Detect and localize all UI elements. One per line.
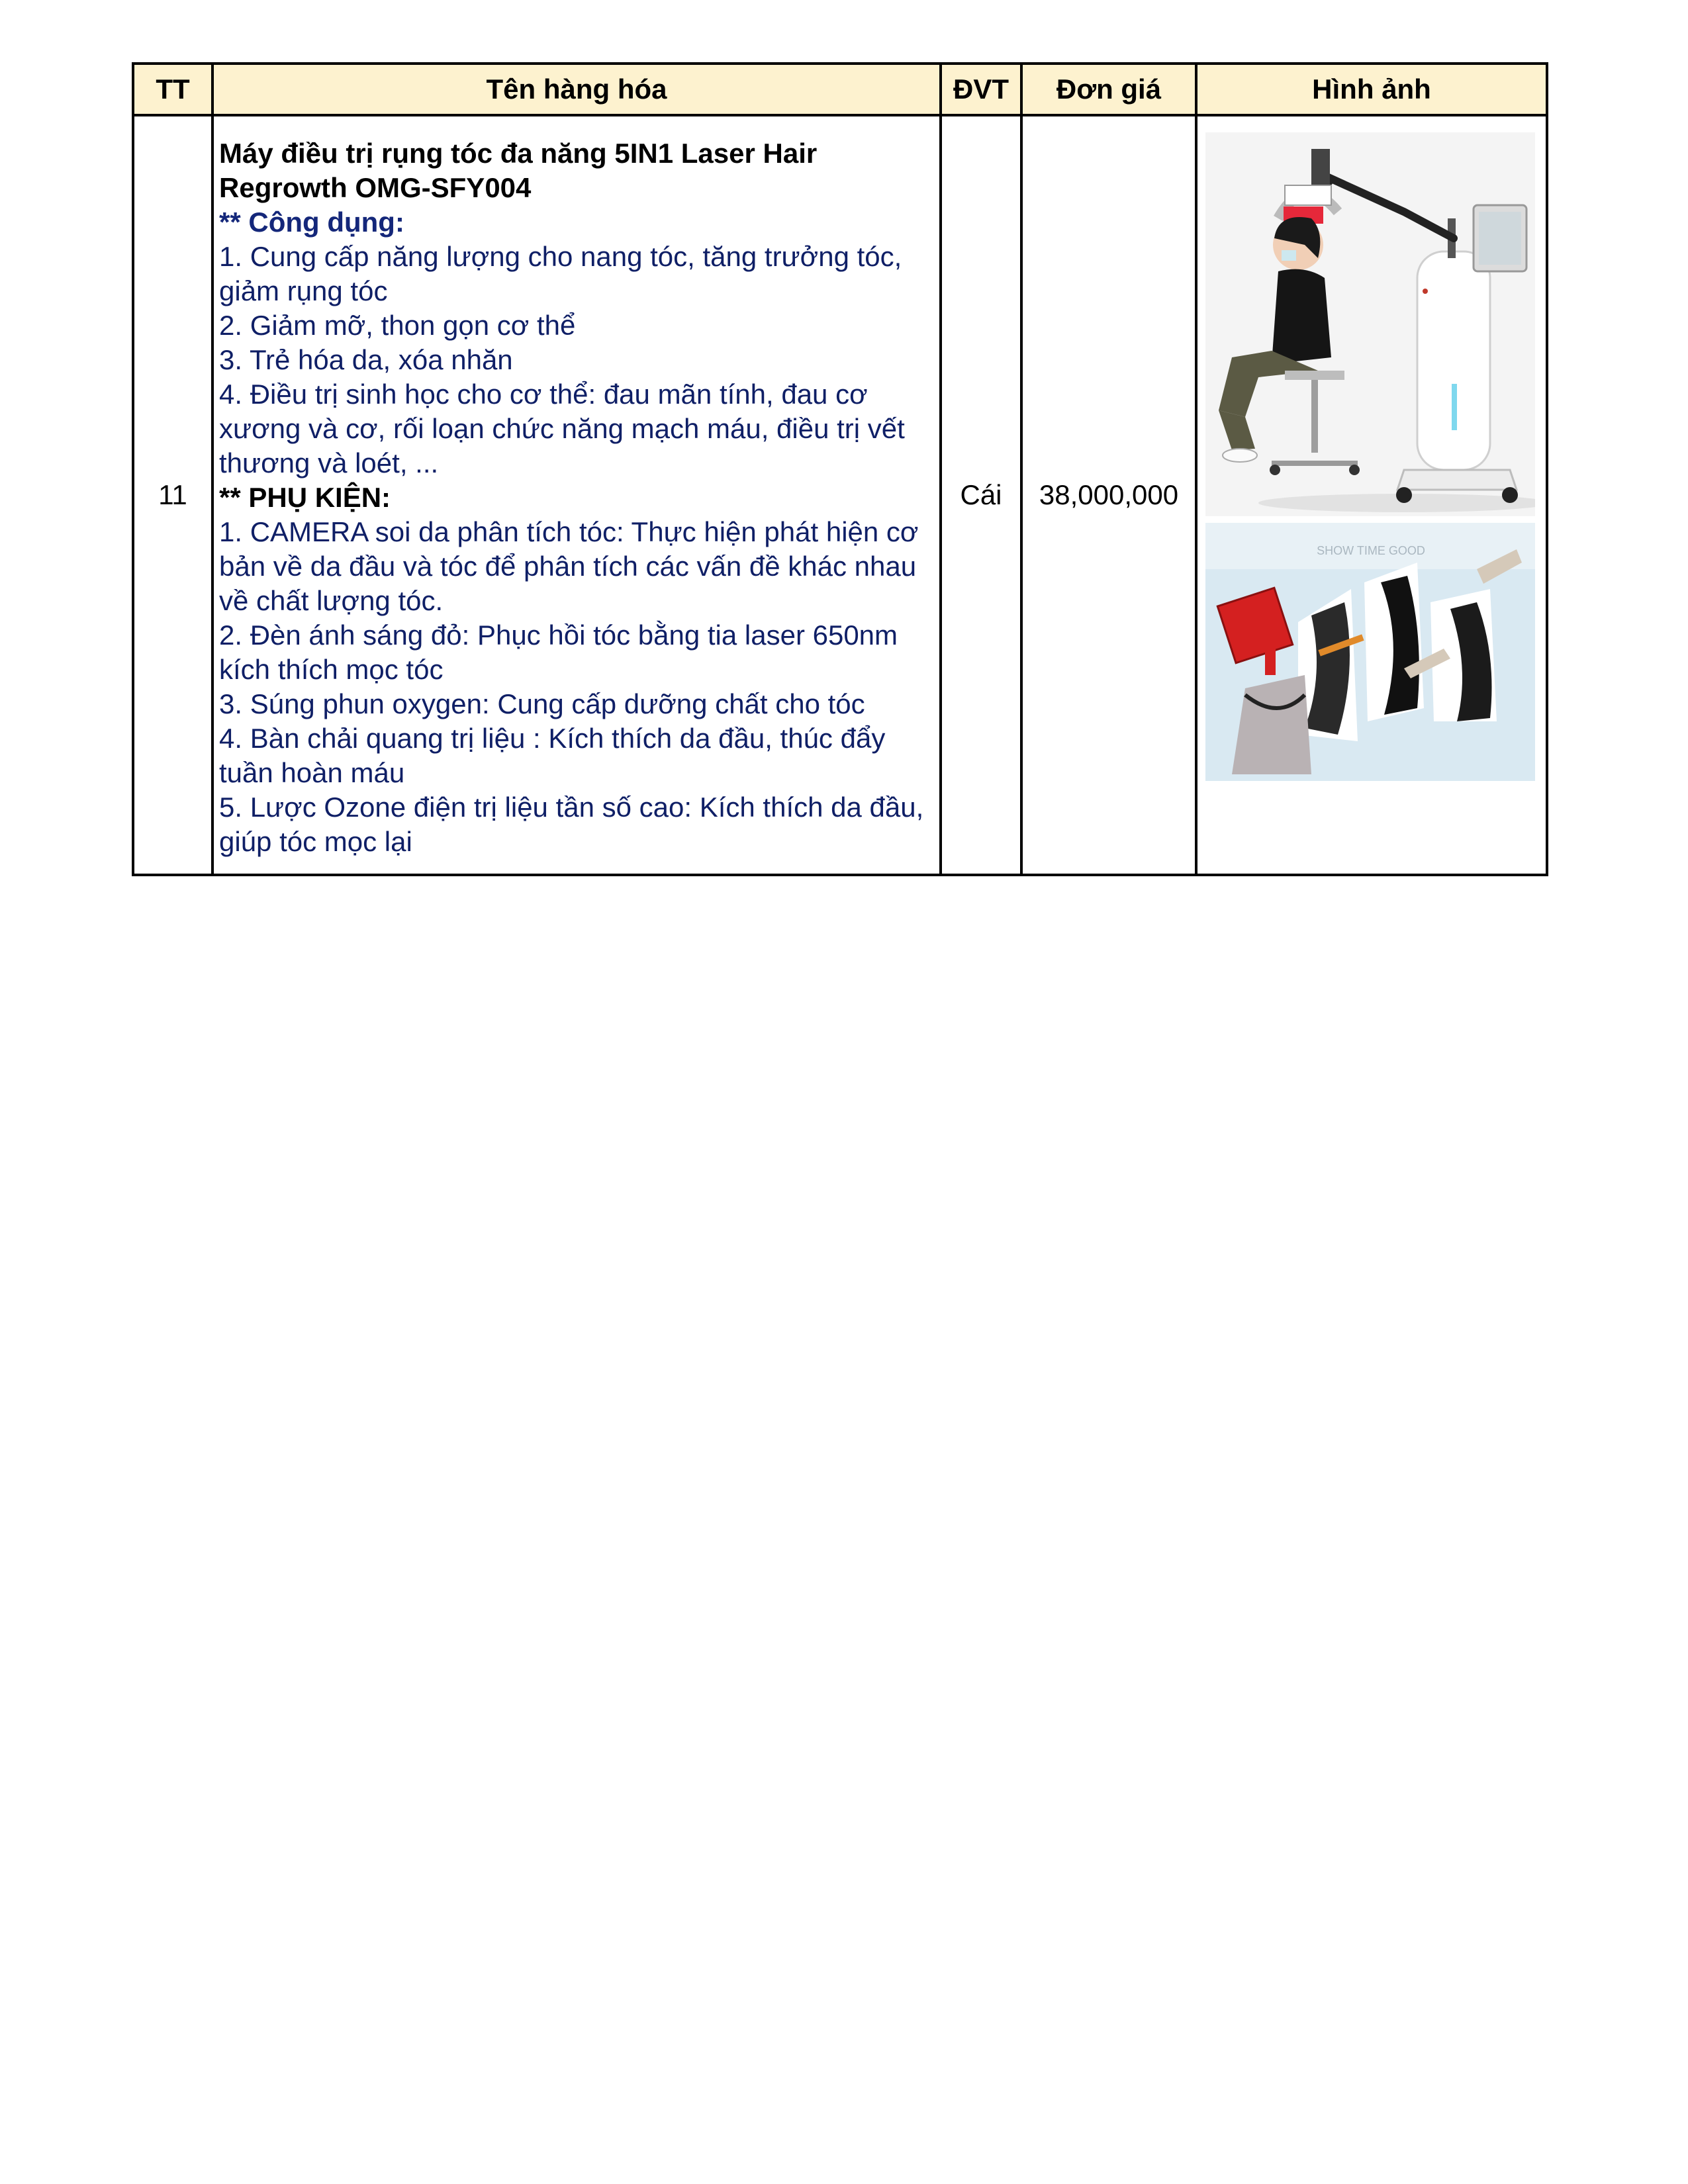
product-name-line-1: Máy điều trị rụng tóc đa năng 5IN1 Laser Hair: [219, 138, 818, 169]
header-tt: TT: [133, 64, 212, 115]
header-price: Đơn giá: [1021, 64, 1196, 115]
header-row: [133, 64, 1547, 115]
accessories-title: ** PHỤ KIỆN:: [219, 482, 391, 513]
sign-text: SHOW TIME GOOD: [1317, 544, 1425, 557]
uses-title: ** Công dụng:: [219, 206, 404, 238]
accessory-item: 3. Súng phun oxygen: Cung cấp dưỡng chất cho tóc: [219, 688, 865, 719]
cell-image: [1196, 115, 1547, 875]
use-item: 2. Giảm mỡ, thon gọn cơ thể: [219, 310, 576, 341]
header-unit: ĐVT: [941, 64, 1021, 115]
product-photo-accessories: [1205, 523, 1535, 781]
use-item: 4. Điều trị sinh học cho cơ thể: đau mãn tính, đau cơ xương và cơ, rối loạn chức năng mạch máu, điều trị vết thương và loét, ...: [219, 379, 905, 478]
use-item: 3. Trẻ hóa da, xóa nhăn: [219, 344, 513, 375]
use-item: 1. Cung cấp năng lượng cho nang tóc, tăng trưởng tóc, giảm rụng tóc: [219, 241, 902, 306]
cell-price: 38,000,000: [1021, 115, 1196, 875]
table-row: [133, 115, 1547, 875]
accessory-item: 1. CAMERA soi da phân tích tóc: Thực hiện phát hiện cơ bản về da đầu và tóc để phân tích các vấn đề khác nhau về chất lượng tóc.: [219, 516, 919, 616]
cell-description: [212, 115, 941, 875]
header-product-name: Tên hàng hóa: [212, 64, 941, 115]
accessory-item: 2. Đèn ánh sáng đỏ: Phục hồi tóc bằng tia laser 650nm kích thích mọc tóc: [219, 619, 898, 685]
quote-table: [132, 62, 1548, 876]
accessory-item: 5. Lược Ozone điện trị liệu tần số cao: Kích thích da đầu, giúp tóc mọc lại: [219, 792, 924, 857]
cell-unit: Cái: [941, 115, 1021, 875]
header-image: Hình ảnh: [1196, 64, 1547, 115]
product-name-line-2: Regrowth OMG-SFY004: [219, 172, 532, 203]
accessory-item: 4. Bàn chải quang trị liệu : Kích thích da đầu, thúc đẩy tuần hoàn máu: [219, 723, 886, 788]
product-photo-machine: [1205, 132, 1535, 516]
cell-tt: 11: [133, 115, 212, 875]
